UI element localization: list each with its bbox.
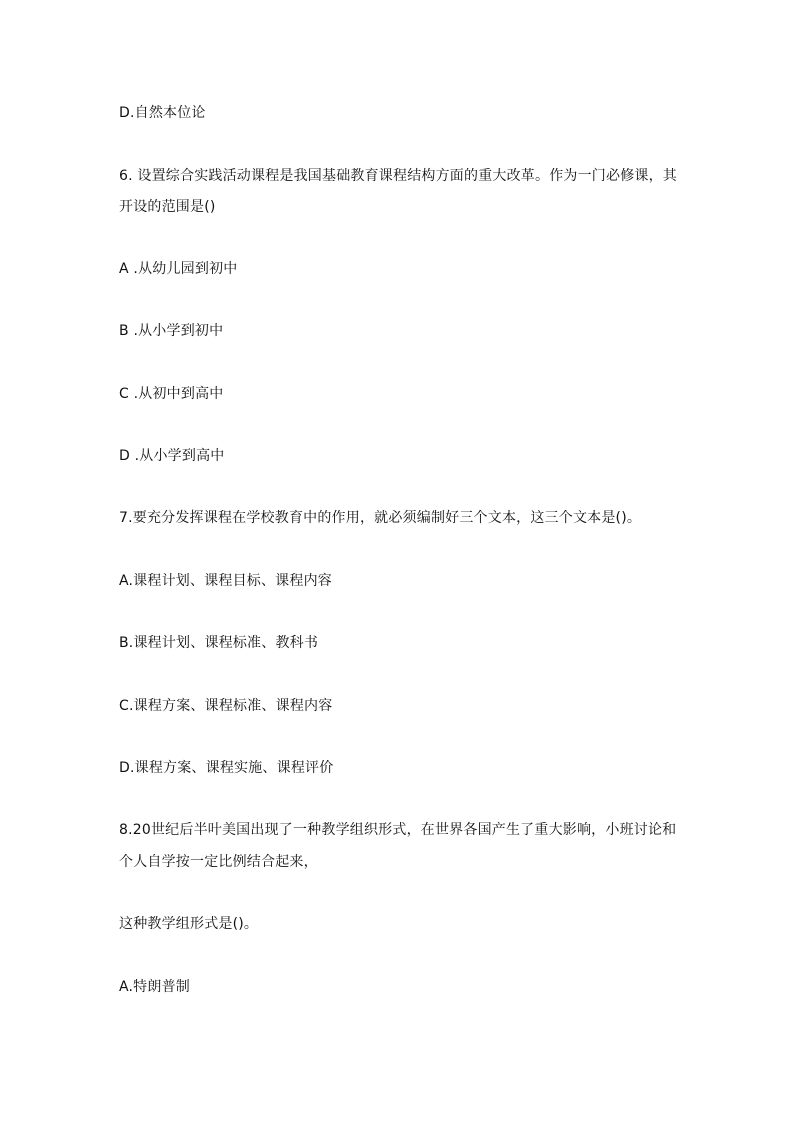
q8-stem-line-1: 8.20世纪后半叶美国出现了一种教学组织形式，在世界各国产生了重大影响，小班讨论和 — [119, 822, 677, 838]
q8-stem-line-3: 这种教学组形式是()。 — [119, 916, 259, 932]
q6-option-c: C .从初中到高中 — [119, 386, 224, 402]
q6-option-d: D .从小学到高中 — [119, 448, 225, 464]
q7-stem: 7.要充分发挥课程在学校教育中的作用，就必须编制好三个文本，这三个文本是()。 — [119, 510, 642, 526]
q6-stem-line-1: 6. 设置综合实践活动课程是我国基础教育课程结构方面的重大改革。作为一门必修课，其 — [119, 168, 678, 184]
q7-option-a: A.课程计划、课程目标、课程内容 — [119, 573, 332, 589]
q7-option-b: B.课程计划、课程标准、教科书 — [119, 635, 319, 651]
q7-option-d: D.课程方案、课程实施、课程评价 — [119, 760, 334, 776]
q6-option-a: A .从幼儿园到初中 — [119, 261, 238, 277]
q8-stem-line-2: 个人自学按一定比例结合起来， — [119, 854, 318, 870]
q6-stem-line-2: 开设的范围是() — [119, 199, 216, 215]
q7-option-c: C.课程方案、课程标准、课程内容 — [119, 698, 333, 714]
q8-option-a: A.特朗普制 — [119, 979, 190, 995]
q5-option-d: D.自然本位论 — [119, 105, 206, 121]
q6-option-b: B .从小学到初中 — [119, 323, 224, 339]
